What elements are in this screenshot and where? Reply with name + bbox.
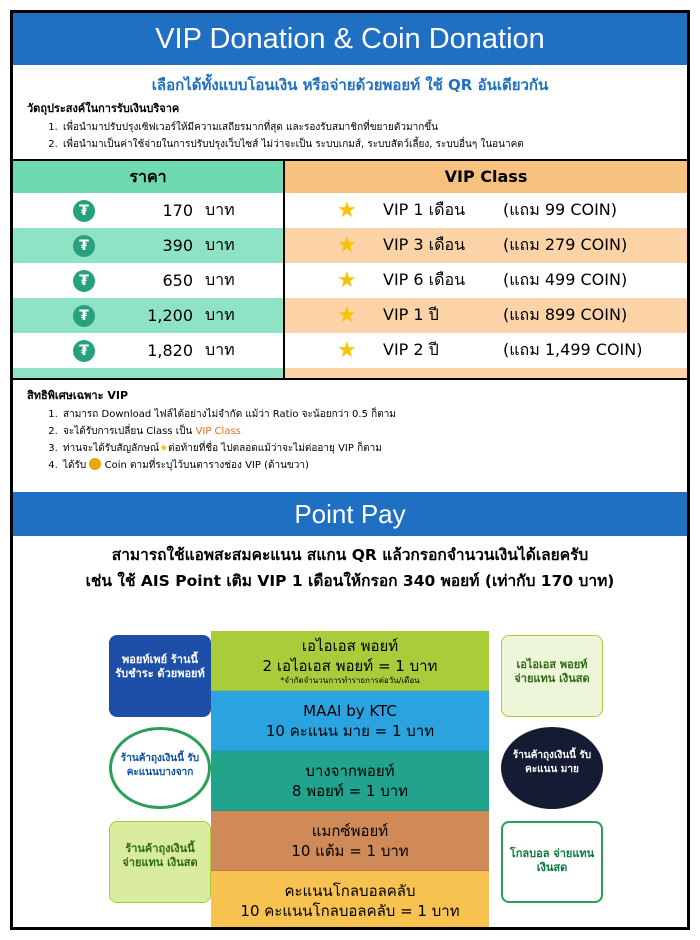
benefit-item	[61, 457, 687, 474]
price-unit: บาท	[205, 270, 235, 289]
benefit-text: ต่อท้ายที่ชื่อ ไปตลอดแม้ว่าจะไม่ต่ออายุ VIP ก็ตาม	[168, 443, 382, 454]
star-icon: ★	[337, 268, 357, 293]
price-row	[13, 193, 283, 228]
price-value: 170	[162, 201, 193, 220]
logo-text: ร้านค้าถุงเงินนี้ รับคะแนนบางจาก	[120, 753, 200, 778]
program-box	[211, 871, 489, 930]
benefit-text: จะได้รับการเปลี่ยน Class เป็น	[63, 426, 193, 437]
vip-bonus: (แถม 899 COIN)	[503, 305, 628, 324]
purpose-item: 2. เพื่อนำมาเป็นค่าใช้จ่ายในการปรับปรุงเว็บไซส์ ไม่ว่าจะเป็น ระบบเกมส์, ระบบสัตว์เลี้ยง, ระบบอื่นๆ ในอนาคต	[61, 136, 687, 153]
program-name: คะแนนโกลบอลคลับ	[284, 881, 416, 900]
price-unit: บาท	[205, 305, 235, 324]
point-pay-line: เช่น ใช้ AIS Point เติม VIP 1 เดือนให้กรอก 340 พอยท์ (เท่ากับ 170 บาท)	[85, 572, 615, 590]
program-name: MAAI by KTC	[303, 701, 397, 720]
program-rate: 10 แต้ม = 1 บาท	[291, 841, 409, 860]
tether-icon: ₮	[73, 340, 95, 362]
program-name: บางจากพอยท์	[305, 761, 395, 780]
tether-icon: ₮	[73, 235, 95, 257]
price-table	[13, 159, 687, 380]
point-pay-area	[13, 625, 687, 925]
price-unit: บาท	[205, 200, 235, 219]
point-pay-logo	[109, 635, 211, 717]
purpose-heading: วัตถุประสงค์ในการรับเงินบริจาค	[27, 102, 180, 115]
vip-row	[285, 298, 687, 333]
logo-text: ร้านค้าถุงเงินนี้ จ่ายแทน เงินสด	[122, 842, 198, 869]
purpose-list	[13, 119, 687, 153]
purpose-item: 1. เพื่อนำมาปรับปรุงเซิฟเวอร์ให้มีความเสถียรมากที่สุด และรองรับสมาชิกที่ขยายตัวมากขึ้น	[61, 119, 687, 136]
price-column	[13, 161, 285, 378]
logo-text: พอยท์เพย์ ร้านนี้ รับชำระ ด้วยพอยท์	[115, 653, 205, 680]
price-row	[13, 263, 283, 298]
table-spacer	[285, 368, 687, 378]
vip-bonus: (แถม 99 COIN)	[503, 200, 618, 219]
ais-point-logo	[501, 635, 603, 717]
price-row	[13, 333, 283, 368]
benefit-item	[61, 406, 687, 423]
vip-row	[285, 333, 687, 368]
star-icon: ★	[337, 198, 357, 223]
logo-text: โกลบอล จ่ายแทน เงินสด	[509, 847, 595, 874]
star-icon: ★	[337, 338, 357, 363]
price-unit: บาท	[205, 235, 235, 254]
star-icon: ★	[337, 233, 357, 258]
point-pay-title: Point Pay	[13, 492, 687, 536]
vip-duration: VIP 1 เดือน	[383, 200, 466, 219]
subtitle: เลือกได้ทั้งแบบโอนเงิน หรือจ่ายด้วยพอยท์ ใช้ QR อันเดียวกัน	[151, 76, 549, 94]
maxpoint-logo	[109, 821, 211, 903]
program-box	[211, 631, 489, 691]
poster	[10, 10, 690, 930]
vip-bonus: (แถม 279 COIN)	[503, 235, 628, 254]
page-title: VIP Donation & Coin Donation	[13, 13, 687, 65]
price-row	[13, 298, 283, 333]
vip-duration: VIP 3 เดือน	[383, 235, 466, 254]
benefit-text: สามารถ Download ไฟล์ได้อย่างไม่จำกัด แม้ว่า Ratio จะน้อยกว่า 0.5 ก็ตาม	[63, 409, 396, 420]
vip-bonus: (แถม 1,499 COIN)	[503, 340, 643, 359]
program-name: แมกซ์พอยท์	[311, 821, 389, 840]
price-value: 390	[162, 236, 193, 255]
vip-header: VIP Class	[285, 161, 687, 193]
benefits-section	[13, 380, 687, 492]
vip-bonus: (แถม 499 COIN)	[503, 270, 628, 289]
vip-duration: VIP 1 ปี	[383, 305, 439, 324]
coin-icon	[89, 458, 101, 470]
benefit-text: ได้รับ	[63, 460, 87, 471]
benefits-list	[13, 406, 687, 474]
program-box	[211, 811, 489, 871]
program-rate: 8 พอยท์ = 1 บาท	[291, 781, 409, 800]
star-icon: ★	[159, 443, 169, 454]
price-value: 1,820	[147, 341, 193, 360]
price-unit: บาท	[205, 340, 235, 359]
program-box	[211, 691, 489, 751]
vip-duration: VIP 2 ปี	[383, 340, 439, 359]
price-header: ราคา	[13, 161, 283, 193]
program-note: *จำกัดจำนวนการทำรายการต่อวัน/เดือน	[280, 675, 420, 685]
tether-icon: ₮	[73, 200, 95, 222]
tether-icon: ₮	[73, 270, 95, 292]
vip-column	[285, 161, 687, 378]
vip-class-highlight: VIP Class	[195, 426, 241, 437]
bangchak-logo	[109, 727, 211, 809]
benefit-item	[61, 440, 687, 457]
program-box	[211, 751, 489, 811]
table-spacer	[13, 368, 283, 378]
star-icon: ★	[337, 303, 357, 328]
vip-row	[285, 228, 687, 263]
price-row	[13, 228, 283, 263]
logo-text: เอไอเอส พอยท์ จ่ายแทน เงินสด	[514, 658, 590, 685]
program-rate: 10 คะแนน มาย = 1 บาท	[265, 721, 435, 740]
benefit-text: Coin ตามที่ระบุไว้บนตารางช่อง VIP (ด้านขวา)	[104, 460, 309, 471]
program-rate: 10 คะแนนโกลบอลคลับ = 1 บาท	[240, 901, 460, 920]
tether-icon: ₮	[73, 305, 95, 327]
price-value: 1,200	[147, 306, 193, 325]
benefit-text: ท่านจะได้รับสัญลักษณ์	[63, 443, 160, 454]
point-pay-line: สามารถใช้แอพสะสมคะแนน สแกน QR แล้วกรอกจำนวนเงินได้เลยครับ	[111, 546, 589, 564]
vip-duration: VIP 6 เดือน	[383, 270, 466, 289]
vip-row	[285, 263, 687, 298]
benefits-heading: สิทธิพิเศษเฉพาะ VIP	[27, 389, 129, 402]
program-stack	[211, 631, 489, 930]
vip-row	[285, 193, 687, 228]
global-club-logo	[501, 821, 603, 903]
price-value: 650	[162, 271, 193, 290]
logo-text: ร้านค้าถุงเงินนี้ รับคะแนน มาย	[512, 750, 592, 775]
program-name: เอไอเอส พอยท์	[301, 636, 399, 655]
maai-logo	[501, 727, 603, 809]
program-rate: 2 เอไอเอส พอยท์ = 1 บาท	[262, 656, 438, 675]
benefit-item	[61, 423, 687, 440]
